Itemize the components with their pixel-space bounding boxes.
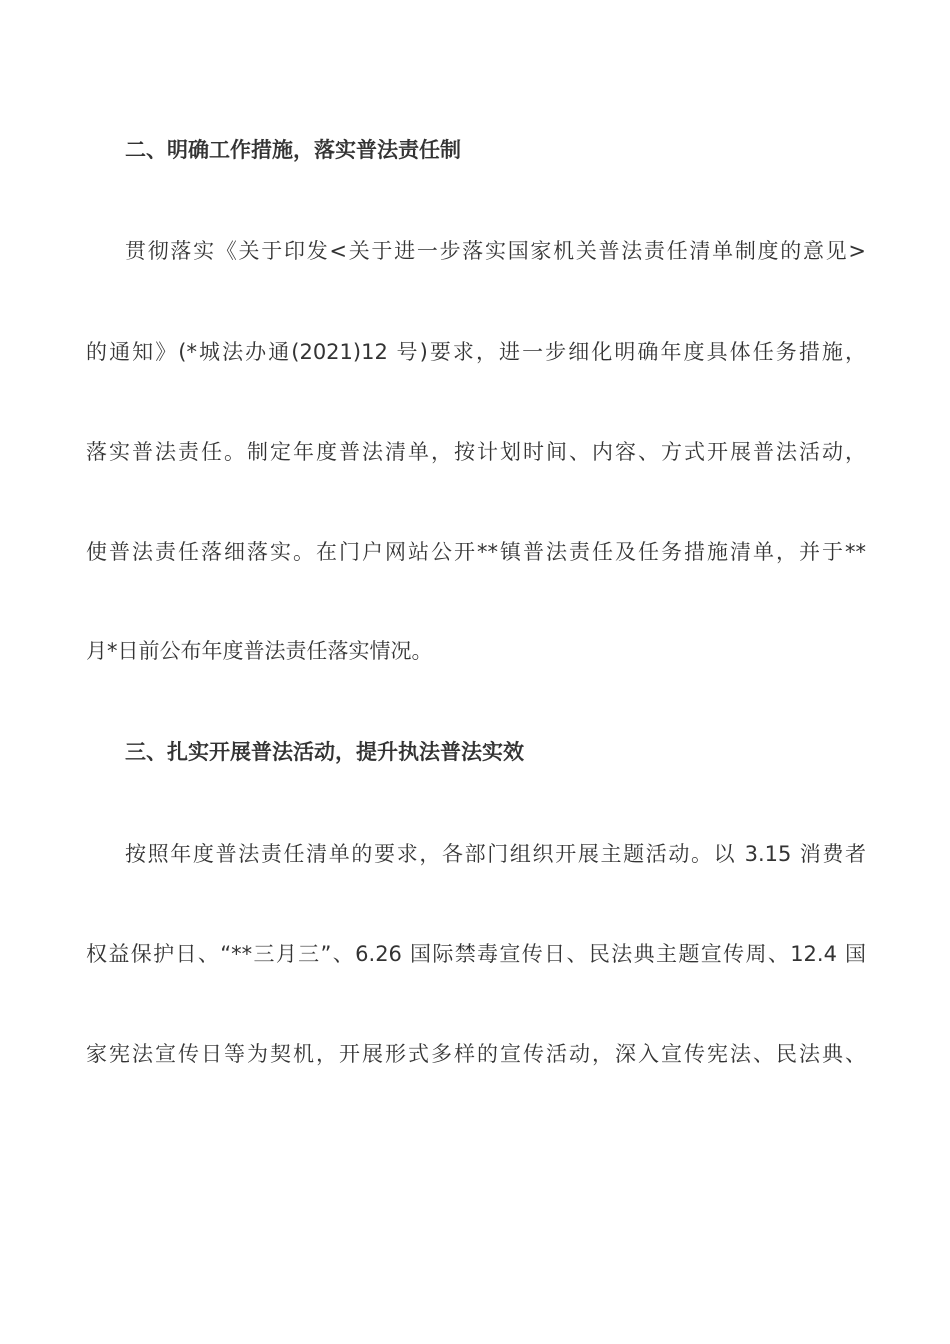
section-heading: 二、明确工作措施，落实普法责任制 — [125, 138, 461, 162]
paragraph-line: 家宪法宣传日等为契机，开展形式多样的宣传活动，深入宣传宪法、民法典、 — [86, 1042, 866, 1066]
paragraph-line: 按照年度普法责任清单的要求，各部门组织开展主题活动。以 3.15 消费者 — [125, 842, 866, 866]
paragraph-line: 贯彻落实《关于印发<关于进一步落实国家机关普法责任清单制度的意见> — [125, 239, 866, 263]
paragraph-line: 权益保护日、“**三月三”、6.26 国际禁毒宣传日、民法典主题宣传周、12.4 国 — [86, 942, 866, 966]
paragraph-line: 落实普法责任。制定年度普法清单，按计划时间、内容、方式开展普法活动， — [86, 440, 866, 464]
paragraph-line: 的通知》(*城法办通(2021)12 号)要求，进一步细化明确年度具体任务措施， — [86, 340, 866, 364]
paragraph-line: 使普法责任落细落实。在门户网站公开**镇普法责任及任务措施清单，并于** — [86, 540, 866, 564]
section-heading: 三、扎实开展普法活动，提升执法普法实效 — [125, 740, 524, 764]
paragraph-line: 月*日前公布年度普法责任落实情况。 — [86, 639, 433, 663]
